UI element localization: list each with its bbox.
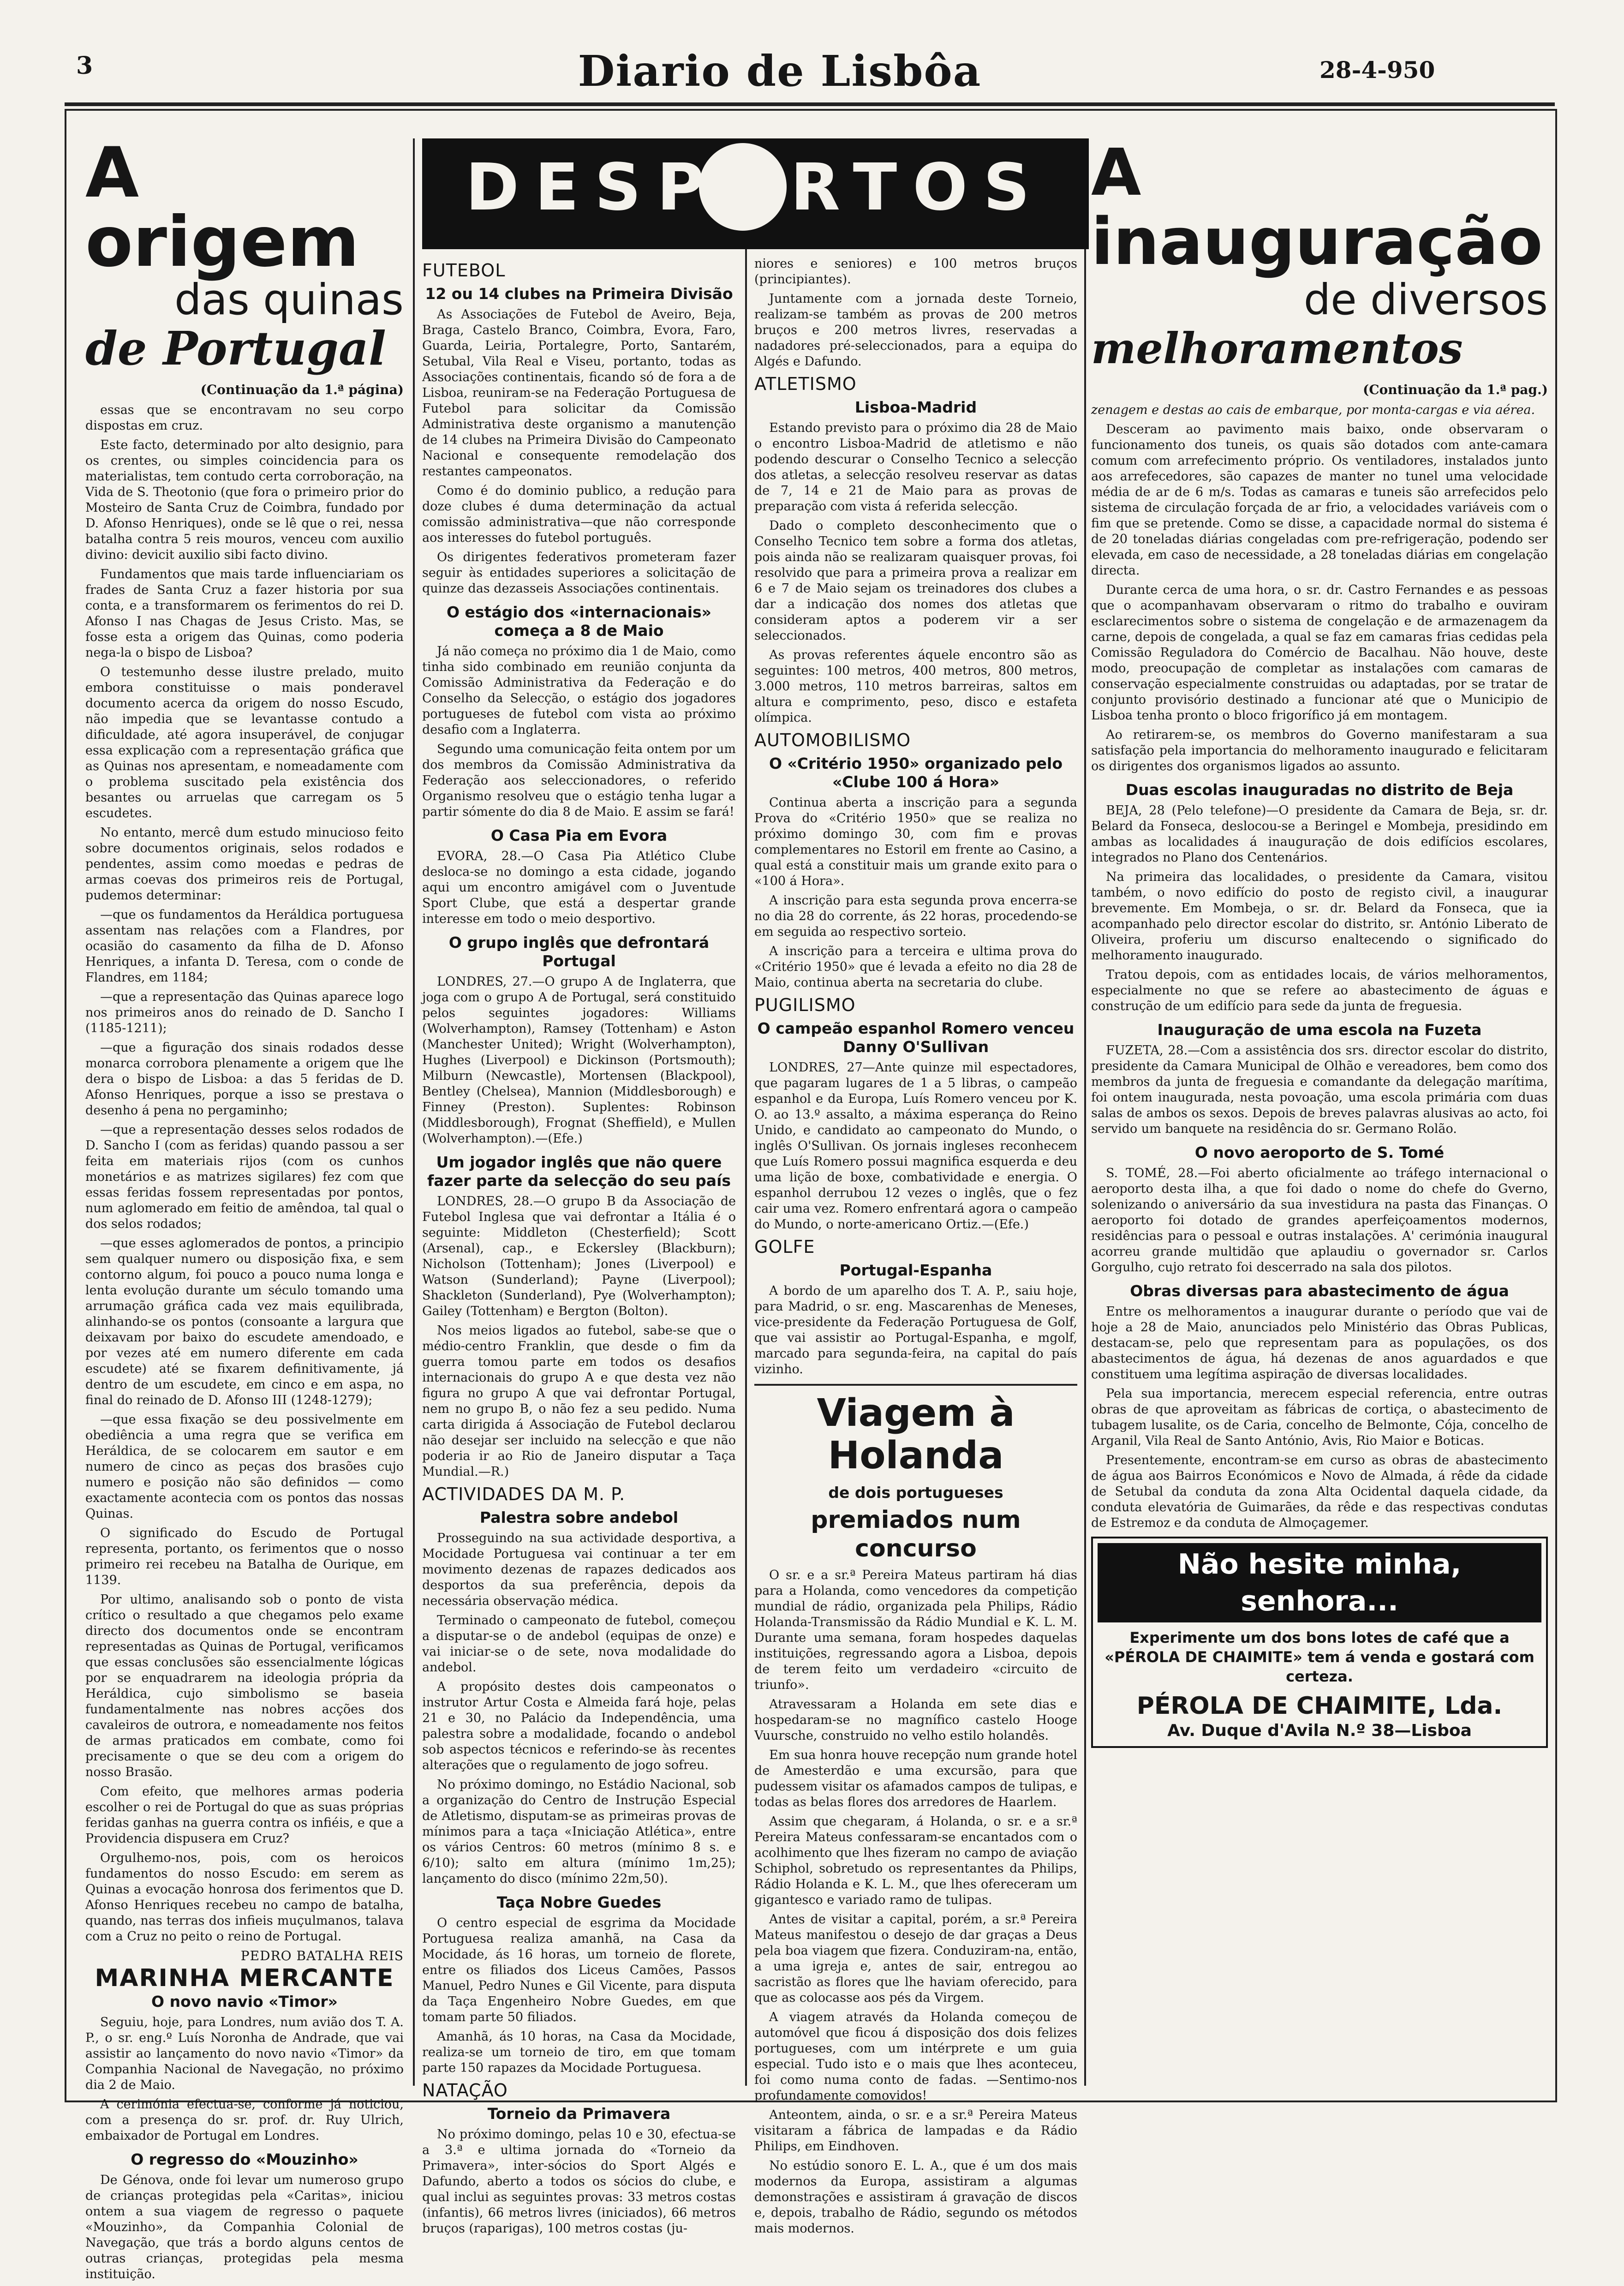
section-pugilismo: PUGILISMO: [754, 995, 856, 1015]
section-automobilismo: AUTOMOBILISMO: [754, 730, 911, 750]
paragraph: A bordo de um aparelho dos T. A. P., saiu hoje, para Madrid, o sr. eng. Mascarenhas de Meneses, vice-presidente da Federação Portuguesa de Golf, que vai assistir ao Portugal-Espanha, e mgolf, marcado para segunda-feira, na capital do país vizinho.: [754, 1284, 1077, 1376]
paragraph: —que esses aglomerados de pontos, a principio sem qualquer numero ou disposição fixa, e sem contorno algum, foi pouco a pouco numa longa e lenta evolução durante um século tomando uma arrumação gráfica cada vez mais equilibrada, alinhando-se os pontos (consoante a largura que deixavam por baixo do escudete amendoado, e por vezes até em numero diferente em cada escudete) até se fixarem definitivamente, já dentro de um escudete, em cinco e em aspa, no final do reinado de D. Afonso III (1248-1279);: [85, 1236, 404, 1407]
headline-lisboa-madrid: Lisboa-Madrid: [854, 398, 977, 416]
paragraph: O significado do Escudo de Portugal representa, portanto, os ferimentos que o nosso primeiro rei recebeu na Batalha de Ourique, em 1139.: [85, 1526, 404, 1587]
paragraph: De Génova, onde foi levar um numeroso grupo de crianças protegidas pela «Caritas», iniciou ontem a sua viagem de regresso o paquete «Mouzinho», da Companhia Colonial de Navegação, que trás a bordo alguns centos de outras crianças, protegidas pela mesma instituição.: [85, 2173, 404, 2281]
paragraph: LONDRES, 28.—O grupo B da Associação de Futebol Inglesa que vai defrontar a Itália é o seguinte: Middleton (Chesterfield); Scott (Arsenal), cap., e Eckersley (Blackburn); Nicholson (Tottenham); Jones (Liverpool) e Watson (Sunderland); Payne (Liverpool); Shackleton (Sunderland), Pye (Wolverhampton); Gailey (Tottenham) e Bergton (Bolton).: [422, 1194, 736, 1318]
article-title-line3: de Portugal: [85, 321, 386, 376]
ad-headline: Não hesite minha, senhora...: [1098, 1543, 1541, 1622]
paragraph: Durante cerca de uma hora, o sr. dr. Castro Fernandes e as pessoas que o acompanhavam observaram o ritmo do trabalho e ouviram esclarecimentos sobre o sistema de congelação e de armazenagem da carne, depois de congelada, a qual se faz em camaras frias cedidas pela Comissão Reguladora do Comércio de Bacalhau. Não houve, deste modo, preocupação de completar as instalações com camaras de conservação especialmente construidas ou adaptadas, por se tratar de conjunto provisório destinado a funcionar até que o Municipio de Lisboa tenha pronto o bloco frigorífico já em montagem.: [1091, 583, 1548, 723]
paragraph: A propósito destes dois campeonatos o instrutor Artur Costa e Almeida fará hoje, pelas 21 e 30, no Palácio da Independência, uma palestra sobre a modalidade, focando o andebol sob aspectos técnicos e referindo-se às recentes alterações que o regulamento de jogo sofreu.: [422, 1680, 736, 1772]
paragraph: —que a representação desses selos rodados de D. Sancho I (com as feridas) quando passou a ser feita em materiais rijos (com os cunhos monetários e as matrizes sigilares) fez com que essas feridas fossem representadas por pontos, num aglomerado em feitio de amêndoa, tal qual o dos selos rodados;: [85, 1123, 404, 1231]
paragraph: Fundamentos que mais tarde influenciariam os frades de Santa Cruz a fazer historia por sua conta, e a transformarem os ferimentos do rei D. Afonso I nas Chagas de Jesus Cristo. Mas, se fosse esta a origem das Quinas, como poderia nega-la o bispo de Lisboa?: [85, 567, 404, 660]
headline-estagio: O estágio dos «internacionais» começa a 8 de Maio: [446, 603, 712, 640]
paragraph: LONDRES, 27.—O grupo A de Inglaterra, que joga com o grupo A de Portugal, será constituido pelos seguintes jogadores: Williams (Wolverhampton), Ramsey (Tottenham) e Aston (Manchester United); Wright (Wolverhampton), Hughes (Liverpool) e Dickinson (Portsmouth); Milburn (Newcastle), Mortensen (Blackpool), Bentley (Chelsea), Mannion (Middlesborough) e Finney (Preston). Suplentes: Robinson (Middlesborough), Frognat (Sheffield), e Mullen (Wolverhampton).—(Efe.): [422, 975, 736, 1146]
paragraph: S. TOMÉ, 28.—Foi aberto oficialmente ao tráfego internacional o aeroporto desta ilha, a que foi dado o nome do chefe do Gverno, solenizando o aniversário da sua investidura na pasta das Finanças. O aeroporto foi dotado de grandes aperfeiçoamentos modernos, residências para o pessoal e outras instalações. A' cerimónia inaugural acorreu grande multidão que aplaudiu o governador sr. Carlos Gorgulho, cujo retrato foi descerrado na sala dos pilotos.: [1091, 1166, 1548, 1275]
paragraph: No próximo domingo, no Estádio Nacional, sob a organização do Centro de Instrução Especial de Atletismo, disputam-se as primeiras provas de mínimos para a taça «Iniciação Atlética», entre os vários Centros: 60 metros (mínimo 8 s. e 6/10); salto em altura (mínimo 1m,25); lançamento do disco (mínimo 22m,50).: [422, 1777, 736, 1886]
column-rule: [413, 138, 415, 2086]
paragraph: Prosseguindo na sua actividade desportiva, a Mocidade Portuguesa vai continuar a ter em movimento dezenas de rapazes dedicados aos desportos da sua preferência, depois da necessária observação médica.: [422, 1531, 736, 1608]
paragraph: Ao retirarem-se, os membros do Governo manifestaram a sua satisfação pela importancia do melhoramento inaugurado e felicitaram os dirigentes dos organismos ligados ao assunto.: [1091, 728, 1548, 773]
author-signature: PEDRO BATALHA REIS: [240, 1948, 404, 1963]
paragraph: —que essa fixação se deu possivelmente em obediência a uma regra que se verifica em Heráldica, de se colocarem em sautor e em numero de cinco as peças dos brasões cujo numero e posição não são definidos — como exactamente acontecia com os pontos das nossas Quinas.: [85, 1412, 404, 1521]
headline-casa-pia: O Casa Pia em Evora: [490, 826, 668, 844]
desportos-logo-text: DESPORTOS: [465, 150, 1046, 225]
paragraph: As provas referentes áquele encontro são as seguintes: 100 metros, 400 metros, 800 metros, 3.000 metros, 110 metros barreiras, saltos em altura e comprimento, peso, disco e estafeta olímpica.: [754, 648, 1077, 725]
headline-jogador-ingles: Um jogador inglês que não quere fazer parte da selecção do seu país: [427, 1153, 731, 1190]
article-title-line1: A inauguração: [1091, 135, 1543, 280]
paragraph: O sr. e a sr.ª Pereira Mateus partiram há dias para a Holanda, como vencedores da competição mundial de rádio, organizada pela Philips, Rádio Holanda-Transmissão da Rádio Mundial e K. L. M. Durante uma semana, foram hospedes daquelas instituições, regressando agora a Lisboa, depois de terem feito um verdadeiro «circuito de triunfo».: [754, 1568, 1077, 1692]
column-rule: [745, 138, 747, 2086]
sports-column-right: [754, 256, 1077, 2240]
paragraph: LONDRES, 27—Ante quinze mil espectadores, que pagaram lugares de 1 a 5 libras, o campeão espanhol e da Europa, Luís Romero venceu por K. O. ao 13.º assalto, a máxima esperança do Reino Unido, e candidato ao campeonato do Mundo, o inglês O'Sullivan. Os jornais ingleses reconhecem que Luís Romero possui magnifica esquerda e deu uma lição de boxe, combatividade e energia. O espanhol derrubou 12 vezes o inglês, que o fez cair uma vez. Romero enfrentará agora o campeão do Mundo, o norte-americano Ortiz.—(Efe.): [754, 1060, 1077, 1232]
ad-text: Experimente um dos bons lotes de café que a «PÉROLA DE CHAIMITE» tem á venda e gostará com certeza.: [1105, 1629, 1534, 1685]
subhead-premiados: premiados num concurso: [811, 1506, 1021, 1562]
headline-viagem-holanda: Viagem à Holanda: [817, 1391, 1015, 1478]
paragraph: Este facto, determinado por alto designio, para os crentes, ou simples coincidencia para os materialistas, tem contudo certa corroboração, na Vida de S. Theotonio (que fora o primeiro prior do Mosteiro de Santa Cruz de Coimbra, fundado por D. Afonso Henriques), onde se lê que o rei, nessa batalha contra 5 reis mouros, venceu com auxilio divino: devicit auxilio sibi facto divino.: [85, 438, 404, 562]
continuation-note: (Continuação da 1.ª página): [200, 382, 404, 397]
paragraph: Anteontem, ainda, o sr. e a sr.ª Pereira Mateus visitaram a fábrica de lampadas e da Rádio Philips, em Eindhoven.: [754, 2108, 1077, 2154]
headline-portugal-espanha: Portugal-Espanha: [839, 1261, 992, 1279]
paragraph: FUZETA, 28.—Com a assistência dos srs. director escolar do distrito, presidente da Camara Municipal de Olhão e vereadores, bem como dos membros da junta de freguesia e comandante da delegação marítima, foi ontem inaugurada, nesta povoação, uma escola primária com duas salas de ambos os sexos. Depois de breves palavras alusivas ao acto, foi servido um banquete na residência do sr. Germano Rolão.: [1091, 1043, 1548, 1136]
subhead-dois-portugueses: de dois portugueses: [828, 1484, 1003, 1502]
paragraph: EVORA, 28.—O Casa Pia Atlético Clube desloca-se no domingo a esta cidade, jogando aqui um encontro amigável com o Juventude Sport Clube, que está a despertar grande interesse em todo o meio desportivo.: [422, 849, 736, 926]
paragraph: Como é do dominio publico, a redução para doze clubes é duma determinação da actual comissão administrativa—que não corresponde aos interesses do futebol português.: [422, 484, 736, 545]
headline-taca-nobre-guedes: Taça Nobre Guedes: [496, 1893, 662, 1911]
paragraph: Antes de visitar a capital, porém, a sr.ª Pereira Mateus manifestou o desejo de dar graças a Deus pela boa viagem que fizera. Conduziram-na, então, a uma igreja e, antes de sair, entregou ao sacristão as flores que lhe haviam oferecido, para que as colocasse aos pés da Virgem.: [754, 1912, 1077, 2005]
paragraph: No próximo domingo, pelas 10 e 30, efectua-se a 3.ª e ultima jornada do «Torneio da Primavera», inter-sócios do Sport Algés e Dafundo, aberto a todos os sócios do clube, e qual inclui as seguintes provas: 33 metros costas (infantis), 66 metros livres (iniciados), 66 metros bruços (raparigas), 100 metros costas (ju-: [422, 2127, 736, 2236]
paragraph: zenagem e destas ao cais de embarque, por monta-cargas e via aérea.: [1091, 403, 1535, 417]
paragraph: O centro especial de esgrima da Mocidade Portuguesa realiza amanhã, na Casa da Mocidade, ás 16 horas, um torneio de florete, entre os filiados dos Liceus Camões, Passos Manuel, Pedro Nunes e Gil Vicente, para disputa da Taça Engenheiro Nobre Guedes, em que tomam parte 50 filiados.: [422, 1916, 736, 2024]
paragraph: Entre os melhoramentos a inaugurar durante o período que vai de hoje a 28 de Maio, anunciados pelo Ministério das Obras Publicas, destacam-se, pelo que representam para as populações, os dos abastecimentos de água, há dezenas de anos aguardados e que constituem uma legítima aspiração de diversas localidades.: [1091, 1305, 1548, 1382]
ad-company: PÉROLA DE CHAIMITE, Lda.: [1136, 1692, 1503, 1720]
paragraph: —que os fundamentos da Heráldica portuguesa assentam nas relações com a Flandres, por ocasião do casamento da filha de D. Afonso Henriques, a infanta D. Teresa, com o conde de Flandres, em 1184;: [85, 908, 404, 985]
paragraph: A inscrição para esta segunda prova encerra-se no dia 28 do corrente, ás 22 horas, procedendo-se em seguida ao respectivo sorteio.: [754, 893, 1077, 939]
section-natacao: NATAÇÃO: [422, 2080, 508, 2100]
section-futebol: FUTEBOL: [422, 260, 506, 281]
section-atletismo: ATLETISMO: [754, 374, 857, 394]
headline-andebol: Palestra sobre andebol: [479, 1508, 679, 1526]
headline-mouzinho: O regresso do «Mouzinho»: [131, 2150, 358, 2168]
ad-address: Av. Duque d'Avila N.º 38—Lisboa: [1167, 1721, 1472, 1740]
masthead: Diario de Lisbôa: [578, 46, 982, 96]
paragraph: A inscrição para a terceira e ultima prova do «Critério 1950» que é levada a efeito no dia 28 de Maio, continua aberta na secretaria do clube.: [754, 944, 1077, 990]
paragraph: Por ultimo, analisando sob o ponto de vista crítico o resultado a que chegamos pelo exame directo dos documentos onde se encontram representadas as Quinas de Portugal, verificamos que essas conclusões são essencialmente lógicas por se enquadrarem na ideologia própria da Heráldica, cujo simbolismo se baseia fundamentalmente nas nobres acções dos cavaleiros de outrora, e nomeadamente nos feitos de armas praticados em combate, como foi precisamente o que se deu com a origem do nosso Brasão.: [85, 1592, 404, 1779]
paragraph: Nos meios ligados ao futebol, sabe-se que o médio-centro Franklin, que desde o fim da guerra tomou parte em todos os desafios internacionais do grupo A e que desta vez não figura no grupo A que vai defrontar Portugal, nem no grupo B, o não fez a seu pedido. Numa carta dirigida á Associação de Futebol declarou não desejar ser incluido na selecção e que não poderia ir ao Rio de Janeiro disputar a Taça Mundial.—R.): [422, 1323, 736, 1479]
paragraph: Já não começa no próximo dia 1 de Maio, como tinha sido combinado em reunião conjunta da Comissão Administrativa da Federação e do Conselho da Selecção, o estágio dos jogadores portugueses de futebol com vista ao próximo desafio com a Inglaterra.: [422, 644, 736, 737]
section-marinha-mercante: MARINHA MERCANTE: [95, 1964, 394, 1992]
section-mocidade: ACTIVIDADES DA M. P.: [422, 1484, 626, 1504]
advertisement-perola-chaimite: [1091, 1537, 1548, 1748]
article-title-line2: das quinas: [174, 275, 404, 324]
paragraph: Os dirigentes federativos prometeram fazer seguir às entidades superiores a solicitação de quinze das dezasseis Associações continentais.: [422, 550, 736, 596]
paragraph: Continua aberta a inscrição para a segunda Prova do «Critério 1950» que se realiza no próximo domingo 30, com fim e provas complementares no Estoril em frente ao Casino, a qual está a constituir mais um grande exito para o «100 á Hora».: [754, 796, 1077, 888]
paragraph: Atravessaram a Holanda em sete dias e hospedaram-se no magnífico castelo Hooge Vuursche, construido no velho estilo holandês.: [754, 1697, 1077, 1743]
paragraph: A viagem através da Holanda começou de automóvel que ficou á disposição dos dois felizes portugueses, com um intérprete e um guia especial. Tudo isto e o mais que lhes aconteceu, foi como numa conto de fadas. —Sentimo-nos profundamente comovidos!: [754, 2010, 1077, 2103]
paragraph: niores e seniores) e 100 metros bruços (principiantes).: [754, 257, 1077, 287]
paragraph: No entanto, mercê dum estudo minucioso feito sobre documentos originais, selos rodados e pendentes, assim como moedas e pedras de armas coevas dos primeiros reis de Portugal, pudemos determinar:: [85, 826, 404, 903]
paragraph: —que a representação das Quinas aparece logo nos primeiros anos do reinado de D. Sancho I (1185-1211);: [85, 990, 404, 1035]
paragraph: Com efeito, que melhores armas poderia escolher o rei de Portugal do que as suas próprias feridas ganhas na guerra contra os infiéis, e que a Providencia dispusera em Cruz?: [85, 1784, 404, 1846]
paragraph: Orgulhemo-nos, pois, com os heroicos fundamentos do nosso Escudo: em serem as Quinas a evocação honrosa dos ferimentos que D. Afonso Henriques recebeu no campo de batalha, quando, nas terras dos infieis muçulmanos, talava com a Cruz no peito o reino de Portugal.: [85, 1851, 404, 1944]
paragraph: BEJA, 28 (Pelo telefone)—O presidente da Camara de Beja, sr. dr. Belard da Fonseca, deslocou-se a Beringel e Mombeja, presidindo em ambas as localidades á inauguração de dois edifícios escolares, integrados no Plano dos Centenários.: [1091, 803, 1548, 865]
headline-escola-fuzeta: Inauguração de uma escola na Fuzeta: [1157, 1021, 1482, 1039]
headline-timor: O novo navio «Timor»: [151, 1993, 338, 2011]
paragraph: Seguiu, hoje, para Londres, num avião dos T. A. P., o sr. eng.º Luís Noronha de Andrade, que vai assistir ao lançamento do novo navio «Timor» da Companhia Nacional de Navegação, no próximo dia 2 de Maio.: [85, 2015, 404, 2092]
headline-aeroporto-s-tome: O novo aeroporto de S. Tomé: [1194, 1143, 1445, 1161]
paragraph: Juntamente com a jornada deste Torneio, realizam-se também as provas de 200 metros bruços e 200 metros livres, reservadas a nadadores pré-seleccionados, para a equipa do Algés e Dafundo.: [754, 292, 1077, 369]
paragraph: O testemunho desse ilustre prelado, muito embora constituisse o mais ponderavel documento acerca da origem do nosso Escudo, não impedia que se levantasse contudo a dificuldade, até agora insuperável, de conjugar essa explicação com a representação gráfica que as Quinas nos apresentam, e nomeadamente com o problema suscitado pela existência dos besantes ou arruelas que carregam os 5 escudetes.: [85, 665, 404, 820]
paragraph: Presentemente, encontram-se em curso as obras de abastecimento de água aos Bairros Económicos e Novo de Almada, á rêde da cidade de Setubal da conduta da zona Alta Ocidental daquela cidade, da conduta elevatória de Guimarães, da rêde e das respectivas condutas de Estremoz e da conduta de Almoçagemer.: [1091, 1453, 1548, 1530]
header-rule: [65, 102, 1555, 106]
paragraph: Terminado o campeonato de futebol, começou a disputar-se o de andebol (equipas de onze) e vai iniciar-se o de sete, nova modalidade do andebol.: [422, 1613, 736, 1675]
section-golfe: GOLFE: [754, 1237, 815, 1257]
headline-romero: O campeão espanhol Romero venceu Danny O'Sullivan: [757, 1019, 1075, 1056]
article-inauguracao: [1091, 135, 1548, 1748]
paragraph: As Associações de Futebol de Aveiro, Beja, Braga, Castelo Branco, Coimbra, Evora, Faro, Guarda, Leiria, Portalegre, Porto, Santarém, Setubal, Vila Real e Viseu, portanto, todas as Associações continentais, ficando só de fora a de Lisboa, reuniram-se na Federação Portuguesa de Futebol para solicitar da Comissão Administrativa deste organismo a manutenção de 14 clubes na Primeira Divisão do Campeonato Nacional e consequente remodelação dos restantes campeonatos.: [422, 307, 736, 479]
paragraph: Pela sua importancia, merecem especial referencia, entre outras obras de que aproveitam as fábricas de cortiça, o abastecimento de tubagem lusalite, os de Caria, concelho de Belmonte, Cója, concelho de Arganil, Vila Real de Santo António, Avis, Rio Maior e Boticas.: [1091, 1387, 1548, 1448]
headline-clubes: 12 ou 14 clubes na Primeira Divisão: [425, 285, 733, 303]
headline-escolas-beja: Duas escolas inauguradas no distrito de Beja: [1125, 781, 1514, 799]
article-origem-quinas: [85, 133, 404, 2286]
paragraph: Estando previsto para o próximo dia 28 de Maio o encontro Lisboa-Madrid de atletismo e não podendo descurar o Conselho Tecnico a selecção dos atletas, a selecção resolveu reservar as datas de 7, 14 e 21 de Maio para as provas de preparação com vista á referida selecção.: [754, 421, 1077, 514]
paragraph: Segundo uma comunicação feita ontem por um dos membros da Comissão Administrativa da Federação aos seleccionadores, o referido Organismo resolveu que o estágio tenha lugar a partir sómente do dia 8 de Maio. E assim se fará!: [422, 742, 736, 819]
article-title-line3: melhoramentos: [1091, 323, 1463, 373]
paragraph: Em sua honra houve recepção num grande hotel de Amesterdão e uma excursão, para que pudessem visitar os afamados campos de tulipas, e todas as belas flores dos arredores de Haarlem.: [754, 1748, 1077, 1809]
paragraph: A cerimónia efectua-se, conforme já noticiou, com a presença do sr. prof. dr. Ruy Ulrich, embaixador de Portugal em Londres.: [85, 2097, 404, 2143]
article-title-line2: de diversos: [1303, 275, 1548, 324]
paragraph: Amanhã, ás 10 horas, na Casa da Mocidade, realiza-se um torneio de tiro, em que tomam parte 150 rapazes da Mocidade Portuguesa.: [422, 2029, 736, 2075]
page-number: 3: [76, 52, 93, 80]
column-rule: [1084, 138, 1086, 2086]
headline-criterio: O «Critério 1950» organizado pelo «Clube 100 á Hora»: [769, 754, 1063, 791]
paragraph: No estúdio sonoro E. L. A., que é um dos mais modernos da Europa, assistiram a algumas demonstrações e assistiram á gravação de discos e, depois, trabalho de Rádio, segundo os métodos mais modernos.: [754, 2159, 1077, 2236]
desportos-logo: [422, 138, 1089, 249]
paragraph: —que a figuração dos sinais rodados desse monarca corrobora plenamente a origem que lhe dera o bispo de Lisboa: a das 5 feridas de D. Afonso Henriques, porque a isso se prestava o desenho á pena no pergaminho;: [85, 1041, 404, 1118]
article-title-line1: A origem: [85, 133, 359, 282]
paragraph: Tratou depois, com as entidades locais, de vários melhoramentos, especialmente no que se refere ao abastecimento de águas e construção de um edifício para sede da junta de freguesia.: [1091, 968, 1548, 1013]
paragraph: Na primeira das localidades, o presidente da Camara, visitou também, o novo edifício do posto de registo civil, a inaugurar brevemente. Em Mombeja, o sr. dr. Belard da Fonseca, que ia acompanhado pelo director escolar do distrito, sr. António Liberato de Oliveira, proferiu um discurso enaltecendo o significado do melhoramento inaugurado.: [1091, 870, 1548, 963]
headline-torneio-primavera: Torneio da Primavera: [487, 2105, 671, 2123]
headline-obras-agua: Obras diversas para abastecimento de água: [1130, 1282, 1509, 1300]
paragraph: Dado o completo desconhecimento que o Conselho Tecnico tem sobre a forma dos atletas, pois ainda não se realizaram quaisquer provas, foi resolvido que para a primeira prova a realizar em 6 e 7 de Maio sejam os treinadores dos clubes a dar a indicação dos nomes dos atletas que consideram aptos a poderem vir a ser seleccionados.: [754, 519, 1077, 643]
headline-grupo-ingles: O grupo inglês que defrontará Portugal: [448, 934, 710, 970]
continuation-note: (Continuação da 1.ª pag.): [1363, 382, 1548, 397]
paragraph: Assim que chegaram, á Holanda, o sr. e a sr.ª Pereira Mateus confessaram-se encantados com o acolhimento que lhes fizeram no campo de aviação Schiphol, sobretudo os representantes da Philips, Rádio Holanda e K. L. M., que lhes ofereceram um gigantesco e variado ramo de tulipas.: [754, 1814, 1077, 1907]
issue-date: 28-4-950: [1320, 56, 1435, 84]
paragraph: Desceram ao pavimento mais baixo, onde observaram o funcionamento dos tuneis, os quais são dotados com ante-camara comum com arrefecimento próprio. Os ventiladores, instalados junto aos arrefecedores, são capazes de manter no tunel uma velocidade média de ar de 6 m/s. Todas as camaras e tuneis são arrefecidos pelo sistema de circulação forçada de ar frio, a velocidades variáveis com o fim que se pretende. Como se disse, a capacidade normal do sistema é de 20 toneladas diárias congeladas com pre-refrigeração, podendo ser elevada, em caso de necessidade, a 28 toneladas diárias em congelação directa.: [1091, 422, 1548, 578]
sports-column-left: [422, 256, 736, 2240]
divider: [754, 1384, 1077, 1386]
paragraph: essas que se encontravam no seu corpo dispostas em cruz.: [85, 403, 404, 433]
